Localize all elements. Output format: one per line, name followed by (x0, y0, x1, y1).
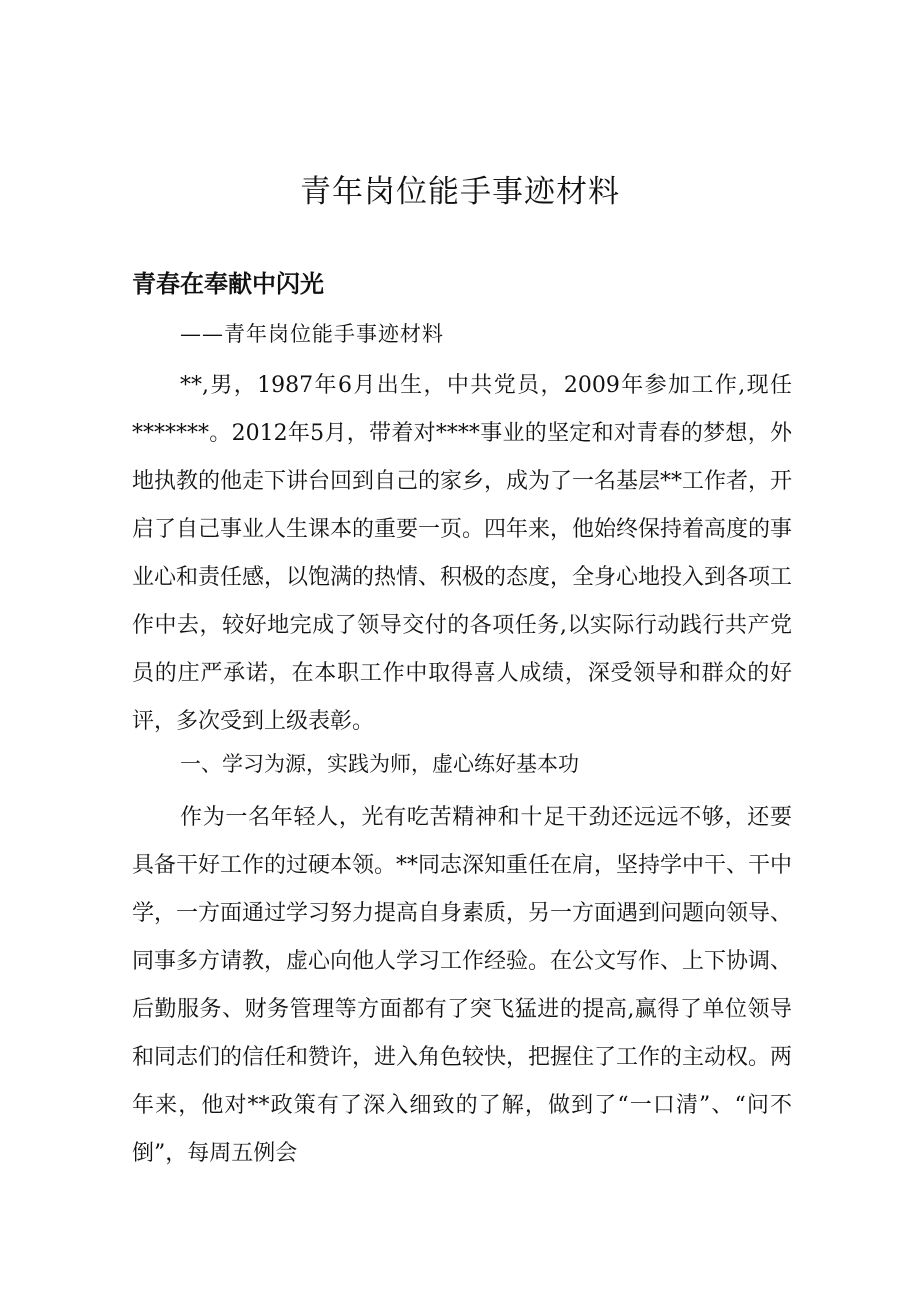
point-heading-1: 一、学习为源，实践为师，虚心练好基本功 (180, 752, 579, 776)
document-title: 青年岗位能手事迹材料 (300, 174, 620, 210)
subtitle: ——青年岗位能手事迹材料 (180, 322, 444, 346)
section-heading: 青春在奉献中闪光 (132, 270, 324, 298)
body-paragraph-2: 作为一名年轻人，光有吃苦精神和十足干劲还远远不够，还要具备干好工作的过硬本领。**同志深知重任在肩，坚持学中干、干中学，一方面通过学习努力提高自身素质，另一方面遇到问题向领导、同事多方请教，虚心向他人学习工作经验。在公文写作、上下协调、后勤服务、财务管理等方面都有了突飞猛进的提高,赢得了单位领导和同志们的信任和赞许，进入角色较快，把握住了工作的主动权。两年来，他对**政策有了深入细致的了解，做到了“一口清”、“问不倒”，每周五例会 (132, 805, 793, 1166)
body-paragraph-1: **,男，1987年6月出生，中共党员，2009年参加工作,现任*******。2012年5月，带着对****事业的坚定和对青春的梦想，外地执教的他走下讲台回到自己的家乡，成为了一名基层**工作者，开启了自己事业人生课本的重要一页。四年来，他始终保持着高度的事业心和责任感，以饱满的热情、积极的态度，全身心地投入到各项工作中去，较好地完成了领导交付的各项任务,以实际行动践行共产党员的庄严承诺，在本职工作中取得喜人成绩，深受领导和群众的好评，多次受到上级表彰。 (132, 373, 793, 734)
